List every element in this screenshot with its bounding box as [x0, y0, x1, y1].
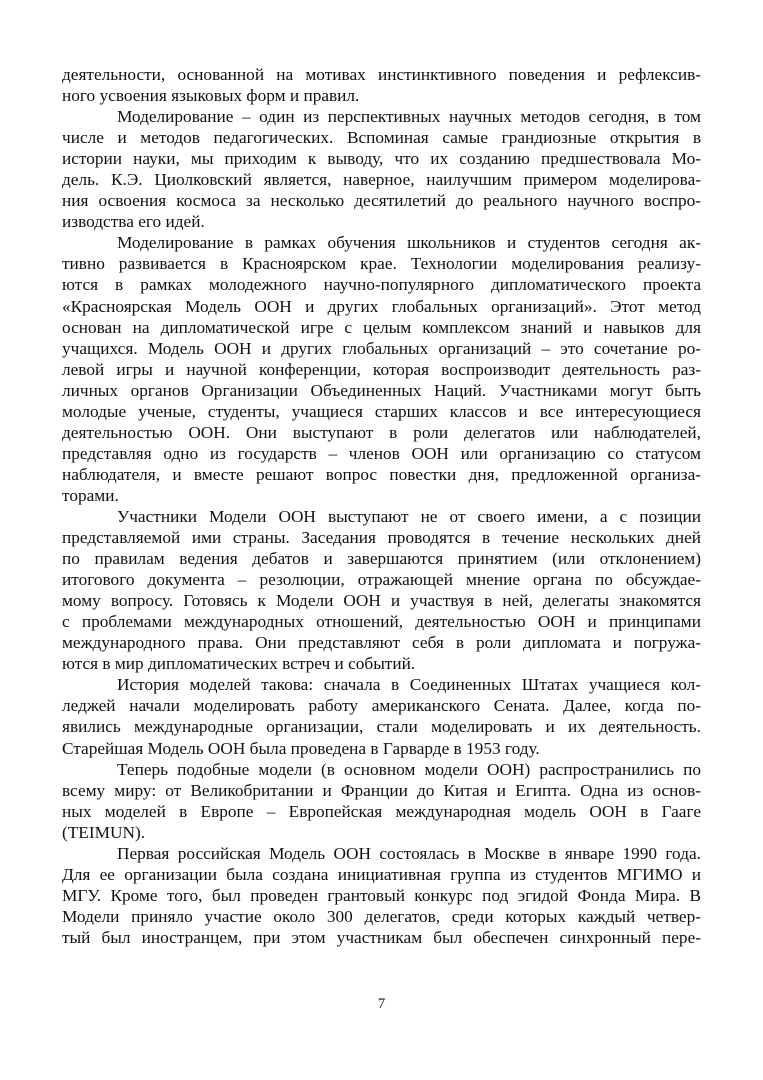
text-line: дель. К.Э. Циолковский является, наверное, наилучшим примером моделирова-: [62, 170, 701, 190]
text-line: по правилам ведения дебатов и завершаются принятием (или отклонением): [62, 549, 701, 569]
text-line: «Красноярская Модель ООН и других глобальных организаций». Этот метод: [62, 296, 701, 316]
text-line: ного усвоения языковых форм и правил.: [62, 86, 360, 106]
text-line: Старейшая Модель ООН была проведена в Гарварде в 1953 году.: [62, 738, 540, 758]
text-line: Первая российская Модель ООН состоялась в Москве в январе 1990 года.: [117, 843, 701, 863]
text-line: ных моделей в Европе – Европейская международная модель ООН в Гааге: [62, 801, 701, 821]
text-line: ния освоения космоса за несколько десятилетий до реального научного воспро-: [62, 191, 701, 211]
text-line: изводства его идей.: [62, 212, 205, 232]
text-line: ются в рамках молодежного научно-популярного дипломатического проекта: [62, 275, 701, 295]
text-line: Моделирование – один из перспективных научных методов сегодня, в том: [117, 107, 701, 127]
text-line: числе и методов педагогических. Вспоминая самые грандиозные открытия в: [62, 128, 701, 148]
text-line: представляя одно из государств – членов ООН или организацию со статусом: [62, 443, 701, 463]
text-line: торами.: [62, 485, 119, 505]
text-line: МГУ. Кроме того, был проведен грантовый конкурс под эгидой Фонда Мира. В: [62, 885, 701, 905]
text-line: Модели приняло участие около 300 делегатов, среди которых каждый четвер-: [62, 906, 701, 926]
page-number: 7: [377, 996, 386, 1012]
text-line: личных органов Организации Объединенных Наций. Участниками могут быть: [62, 380, 701, 400]
text-line: деятельности, основанной на мотивах инстинктивного поведения и рефлексив-: [62, 65, 701, 84]
text-line: молодые ученые, студенты, учащиеся старших классов и все интересующиеся: [62, 401, 701, 421]
text-line: итогового документа – резолюции, отражающей мнение органа по обсуждае-: [62, 570, 701, 590]
text-line: левой игры и научной конференции, которая воспроизводит деятельность раз-: [62, 359, 701, 379]
text-line: с проблемами международных отношений, деятельностью ООН и принципами: [62, 612, 701, 632]
text-line: всему миру: от Великобритании и Франции до Китая и Египта. Одна из основ-: [62, 780, 701, 800]
text-line: истории науки, мы приходим к выводу, что их созданию предшествовала Мо-: [62, 149, 701, 169]
text-line: представляемой ими страны. Заседания проводятся в течение нескольких дней: [62, 528, 701, 548]
text-line: явились международные организации, стали моделировать и их деятельность.: [62, 717, 701, 737]
text-line: Для ее организации была создана инициативная группа из студентов МГИМО и: [62, 864, 701, 884]
text-line: леджей начали моделировать работу американского Сената. Далее, когда по-: [62, 696, 701, 716]
text-line: История моделей такова: сначала в Соединенных Штатах учащиеся кол-: [117, 675, 701, 695]
text-line: деятельностью ООН. Они выступают в роли делегатов или наблюдателей,: [62, 422, 701, 442]
text-line: учащихся. Модель ООН и других глобальных организаций – это сочетание ро-: [62, 338, 701, 358]
text-line: мому вопросу. Готовясь к Модели ООН и участвуя в ней, делегаты знакомятся: [62, 591, 701, 611]
text-line: международного права. Они представляют себя в роли дипломата и погружа-: [62, 633, 701, 653]
text-line: тый был иностранцем, при этом участникам был обеспечен синхронный пере-: [62, 927, 701, 947]
text-line: Теперь подобные модели (в основном модели ООН) распространились по: [117, 759, 701, 779]
text-line: основан на дипломатической игре с целым комплексом знаний и навыков для: [62, 317, 701, 337]
text-line: (TEIMUN).: [62, 822, 146, 842]
document-body: [62, 64, 701, 948]
text-line: тивно развивается в Красноярском крае. Технологии моделирования реализу-: [62, 254, 701, 274]
text-line: Моделирование в рамках обучения школьников и студентов сегодня ак-: [117, 233, 701, 253]
text-line: ются в мир дипломатических встреч и событий.: [62, 654, 416, 674]
text-line: Участники Модели ООН выступают не от своего имени, а с позиции: [117, 506, 701, 526]
text-line: наблюдателя, и вместе решают вопрос повестки дня, предложенной организа-: [62, 464, 701, 484]
